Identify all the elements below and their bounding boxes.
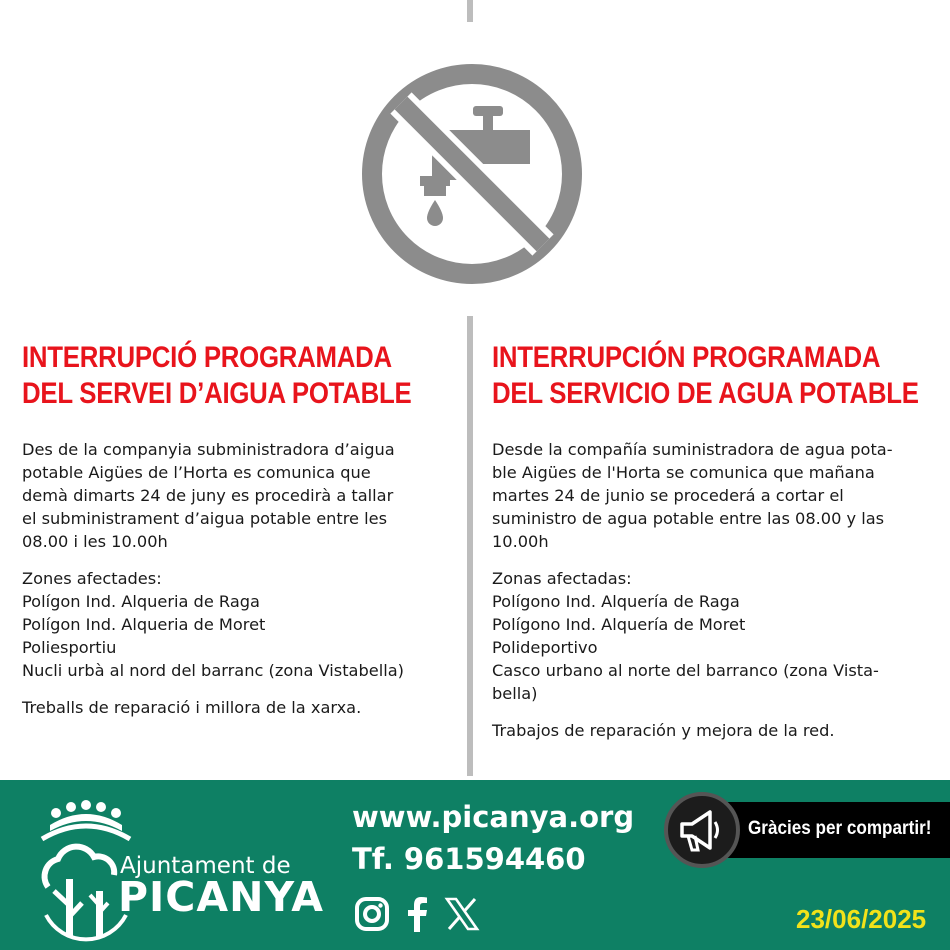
text-line: Polígon Ind. Alqueria de Raga	[22, 592, 260, 611]
text-line: suministro de agua potable entre las 08.00 y las	[492, 509, 885, 528]
text-line: Des de la companyia subministradora d’aigua	[22, 440, 395, 459]
no-water-icon	[360, 62, 584, 286]
text-line: Polígono Ind. Alquería de Moret	[492, 615, 746, 634]
text-line: 08.00 i les 10.00h	[22, 532, 168, 551]
spanish-closing: Trabajos de reparación y mejora de la red.	[492, 721, 835, 740]
text-line: ble Aigües de l'Horta se comunica que mañana	[492, 463, 875, 482]
spanish-notice	[492, 340, 932, 756]
spanish-title-line: DEL SERVICIO DE AGUA POTABLE	[492, 377, 919, 410]
spanish-title-line: INTERRUPCIÓN PROGRAMADA	[492, 341, 881, 374]
text-line: Polígono Ind. Alquería de Raga	[492, 592, 740, 611]
website-link[interactable]: www.picanya.org	[352, 800, 635, 834]
x-icon[interactable]	[444, 896, 480, 932]
text-line: 10.00h	[492, 532, 549, 551]
text-line: martes 24 de junio se procederá a cortar el	[492, 486, 844, 505]
text-line: Polideportivo	[492, 638, 598, 657]
instagram-icon[interactable]	[354, 896, 390, 932]
catalan-closing: Treballs de reparació i millora de la xarxa.	[22, 698, 362, 717]
text-line: el subministrament d’aigua potable entre les	[22, 509, 388, 528]
text-line: Zones afectades:	[22, 569, 162, 588]
share-message: Gràcies per compartir!	[748, 818, 932, 839]
spanish-zones	[492, 567, 932, 705]
catalan-intro	[22, 438, 462, 553]
catalan-title	[22, 340, 412, 412]
catalan-notice	[22, 340, 462, 733]
text-line: bella)	[492, 684, 538, 703]
social-links	[354, 896, 480, 932]
text-line: Nucli urbà al nord del barranc (zona Vistabella)	[22, 661, 404, 680]
text-line: Poliesportiu	[22, 638, 117, 657]
spanish-title	[492, 340, 919, 412]
text-line: Casco urbano al norte del barranco (zona Vista-	[492, 661, 879, 680]
text-line: demà dimarts 24 de juny es procedirà a tallar	[22, 486, 394, 505]
logo-text-picanya: PICANYA	[118, 873, 324, 921]
catalan-title-line: DEL SERVEI D’AIGUA POTABLE	[22, 377, 412, 410]
facebook-icon[interactable]	[404, 896, 430, 932]
megaphone-icon	[664, 792, 740, 868]
logo-text-ajuntament: Ajuntament de	[120, 853, 291, 879]
column-divider	[467, 316, 473, 776]
text-line: Desde la compañía suministradora de agua pota-	[492, 440, 893, 459]
catalan-zones	[22, 567, 462, 682]
text-line: Polígon Ind. Alqueria de Moret	[22, 615, 266, 634]
top-divider	[467, 0, 473, 22]
spanish-intro	[492, 438, 932, 553]
text-line: potable Aigües de l’Horta es comunica que	[22, 463, 371, 482]
catalan-title-line: INTERRUPCIÓ PROGRAMADA	[22, 341, 392, 374]
text-line: Zonas afectadas:	[492, 569, 632, 588]
publication-date: 23/06/2025	[796, 904, 927, 934]
phone-number: Tf. 961594460	[352, 842, 586, 876]
